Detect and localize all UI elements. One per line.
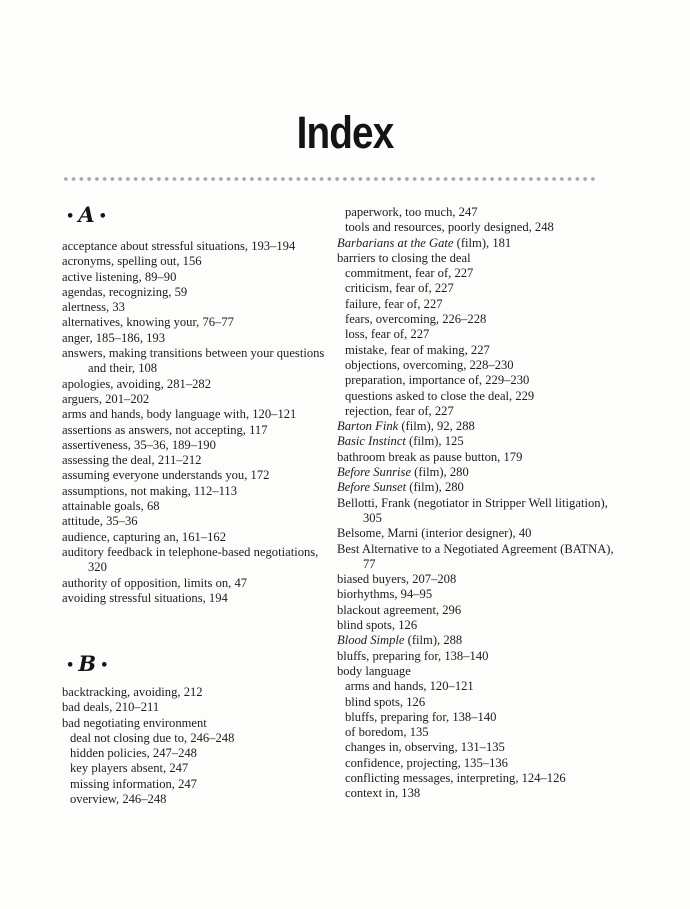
index-column-left-a <box>62 239 332 606</box>
index-entry <box>62 392 332 407</box>
entry-text: alertness, 33 <box>62 300 125 315</box>
index-entry <box>337 251 627 266</box>
index-entry <box>62 468 332 483</box>
entry-text: (film), 280 <box>406 480 464 495</box>
index-entry <box>337 618 627 633</box>
entry-text: bluffs, preparing for, 138–140 <box>345 709 497 724</box>
dotted-divider <box>62 176 598 182</box>
entry-text: assumptions, not making, 112–113 <box>62 483 238 498</box>
work-title: Before Sunrise <box>337 465 412 480</box>
index-entry <box>337 465 627 480</box>
index-subentry <box>337 312 627 327</box>
entry-text: key players absent, 247 <box>70 761 189 776</box>
entry-text: deal not closing due to, 246–248 <box>70 730 235 745</box>
index-entry <box>62 346 332 377</box>
index-entry <box>62 315 332 330</box>
index-entry <box>62 331 332 346</box>
index-subentry <box>337 756 627 771</box>
index-entry <box>337 480 627 495</box>
work-title: Barton Fink <box>337 419 399 434</box>
entry-text: alternatives, knowing your, 76–77 <box>62 315 234 330</box>
index-subentry <box>337 740 627 755</box>
entry-text: (film), 288 <box>404 633 463 648</box>
entry-text: Best Alternative to a Negotiated Agreement (BATNA), 77 <box>337 541 614 571</box>
entry-text: Belsome, Marni (interior designer), 40 <box>337 526 532 541</box>
section-bullet: • <box>98 209 107 224</box>
entry-text: criticism, fear of, 227 <box>345 281 454 296</box>
section-letter-b <box>62 651 112 676</box>
index-subentry <box>337 327 627 342</box>
index-entry <box>62 545 332 576</box>
index-entry <box>62 700 332 715</box>
entry-text: missing information, 247 <box>70 776 197 791</box>
section-bullet: • <box>100 658 109 673</box>
entry-text: blackout agreement, 296 <box>337 602 462 617</box>
entry-text: attainable goals, 68 <box>62 499 160 514</box>
index-subentry <box>337 786 627 801</box>
entry-text: bad negotiating environment <box>62 715 207 730</box>
entry-text: acceptance about stressful situations, 193–194 <box>62 239 296 253</box>
entry-text: biased buyers, 207–208 <box>337 572 457 587</box>
entry-text: agendas, recognizing, 59 <box>62 284 188 299</box>
entry-text: answers, making transitions between your questions and their, 108 <box>62 346 325 376</box>
entry-text: blind spots, 126 <box>345 694 426 709</box>
index-entry <box>62 591 332 606</box>
entry-text: biorhythms, 94–95 <box>337 587 433 602</box>
entry-text: fears, overcoming, 226–228 <box>345 312 487 327</box>
index-subentry <box>337 725 627 740</box>
index-subentry <box>337 679 627 694</box>
index-entry <box>62 685 332 700</box>
index-column-right <box>337 205 627 802</box>
entry-text: anger, 185–186, 193 <box>62 330 166 345</box>
entry-text: commitment, fear of, 227 <box>345 266 474 281</box>
index-subentry <box>337 373 627 388</box>
index-subentry <box>337 404 627 419</box>
entry-text: rejection, fear of, 227 <box>345 403 454 418</box>
entry-text: backtracking, avoiding, 212 <box>62 685 203 699</box>
entry-text: body language <box>337 663 411 678</box>
index-subentry <box>62 731 332 746</box>
entry-text: attitude, 35–36 <box>62 514 138 529</box>
index-subentry <box>337 205 627 220</box>
index-subentry <box>62 761 332 776</box>
index-entry <box>62 377 332 392</box>
index-entry <box>62 300 332 315</box>
index-entry <box>337 664 627 679</box>
entry-text: arms and hands, body language with, 120–121 <box>62 407 297 422</box>
entry-text: assertiveness, 35–36, 189–190 <box>62 437 216 452</box>
index-entry <box>337 542 627 573</box>
work-title: Basic Instinct <box>337 434 406 449</box>
index-entry <box>337 434 627 449</box>
entry-text: avoiding stressful situations, 194 <box>62 590 228 605</box>
entry-text: arguers, 201–202 <box>62 391 150 406</box>
index-subentry <box>337 695 627 710</box>
index-entry <box>337 633 627 648</box>
index-subentry <box>337 281 627 296</box>
index-entry <box>62 285 332 300</box>
entry-text: conflicting messages, interpreting, 124–126 <box>345 770 566 785</box>
entry-text: loss, fear of, 227 <box>345 327 430 342</box>
index-subentry <box>337 710 627 725</box>
entry-text: assuming everyone understands you, 172 <box>62 468 270 483</box>
entry-text: (film), 181 <box>453 235 512 250</box>
entry-text: apologies, avoiding, 281–282 <box>62 376 212 391</box>
entry-text: context in, 138 <box>345 786 421 801</box>
entry-text: of boredom, 135 <box>345 725 429 740</box>
entry-text: arms and hands, 120–121 <box>345 679 474 694</box>
entry-text: active listening, 89–90 <box>62 269 177 284</box>
entry-text: overview, 246–248 <box>70 792 167 807</box>
work-title: Before Sunset <box>337 480 407 495</box>
entry-text: hidden policies, 247–248 <box>70 746 197 761</box>
entry-text: assessing the deal, 211–212 <box>62 453 202 468</box>
index-entry <box>62 239 332 254</box>
entry-text: auditory feedback in telephone-based negotiations, 320 <box>62 544 319 575</box>
section-bullet: • <box>66 209 75 224</box>
index-entry <box>337 419 627 434</box>
entry-text: changes in, observing, 131–135 <box>345 740 505 755</box>
entry-text: paperwork, too much, 247 <box>345 205 478 219</box>
entry-text: preparation, importance of, 229–230 <box>345 373 530 388</box>
letter-heading: B <box>78 651 97 676</box>
entry-text: (film), 125 <box>405 434 464 449</box>
index-entry <box>337 587 627 602</box>
index-entry <box>62 514 332 529</box>
page-title: Index <box>296 107 394 158</box>
index-subentry <box>62 792 332 807</box>
index-entry <box>337 603 627 618</box>
index-entry <box>62 530 332 545</box>
index-subentry <box>337 358 627 373</box>
entry-text: bad deals, 210–211 <box>62 700 160 715</box>
index-entry <box>62 438 332 453</box>
index-entry <box>62 499 332 514</box>
entry-text: objections, overcoming, 228–230 <box>345 357 514 372</box>
section-bullet: • <box>66 658 75 673</box>
entry-text: questions asked to close the deal, 229 <box>345 388 535 403</box>
index-subentry <box>337 266 627 281</box>
entry-text: bathroom break as pause button, 179 <box>337 449 523 464</box>
index-column-left-b <box>62 685 332 807</box>
entry-text: bluffs, preparing for, 138–140 <box>337 648 489 663</box>
entry-text: failure, fear of, 227 <box>345 296 443 311</box>
entry-text: assertions as answers, not accepting, 117 <box>62 422 268 437</box>
index-entry <box>62 484 332 499</box>
index-entry <box>62 407 332 422</box>
entry-text: Bellotti, Frank (negotiator in Stripper Well litigation), 305 <box>337 495 608 525</box>
index-subentry <box>337 389 627 404</box>
index-subentry <box>62 777 332 792</box>
index-subentry <box>62 746 332 761</box>
entry-text: authority of opposition, limits on, 47 <box>62 575 248 590</box>
entry-text: tools and resources, poorly designed, 248 <box>345 220 554 235</box>
entry-text: (film), 92, 288 <box>398 419 475 434</box>
index-entry <box>62 453 332 468</box>
index-entry <box>337 236 627 251</box>
index-entry <box>62 716 332 731</box>
index-subentry <box>337 220 627 235</box>
entry-text: audience, capturing an, 161–162 <box>62 529 227 544</box>
section-letter-a <box>62 202 111 227</box>
index-entry <box>337 572 627 587</box>
entry-text: mistake, fear of making, 227 <box>345 342 490 357</box>
entry-text: (film), 280 <box>411 465 469 480</box>
index-subentry <box>337 297 627 312</box>
entry-text: acronyms, spelling out, 156 <box>62 254 202 269</box>
work-title: Blood Simple <box>337 633 405 648</box>
entry-text: barriers to closing the deal <box>337 250 471 265</box>
letter-heading: A <box>78 202 95 227</box>
index-subentry <box>337 771 627 786</box>
index-entry <box>62 270 332 285</box>
index-entry <box>62 423 332 438</box>
index-entry <box>62 576 332 591</box>
entry-text: confidence, projecting, 135–136 <box>345 755 508 770</box>
index-subentry <box>337 343 627 358</box>
index-entry <box>337 649 627 664</box>
work-title: Barbarians at the Gate <box>337 235 454 250</box>
index-entry <box>62 254 332 269</box>
index-entry <box>337 450 627 465</box>
entry-text: blind spots, 126 <box>337 618 418 633</box>
index-entry <box>337 526 627 541</box>
index-entry <box>337 496 627 527</box>
